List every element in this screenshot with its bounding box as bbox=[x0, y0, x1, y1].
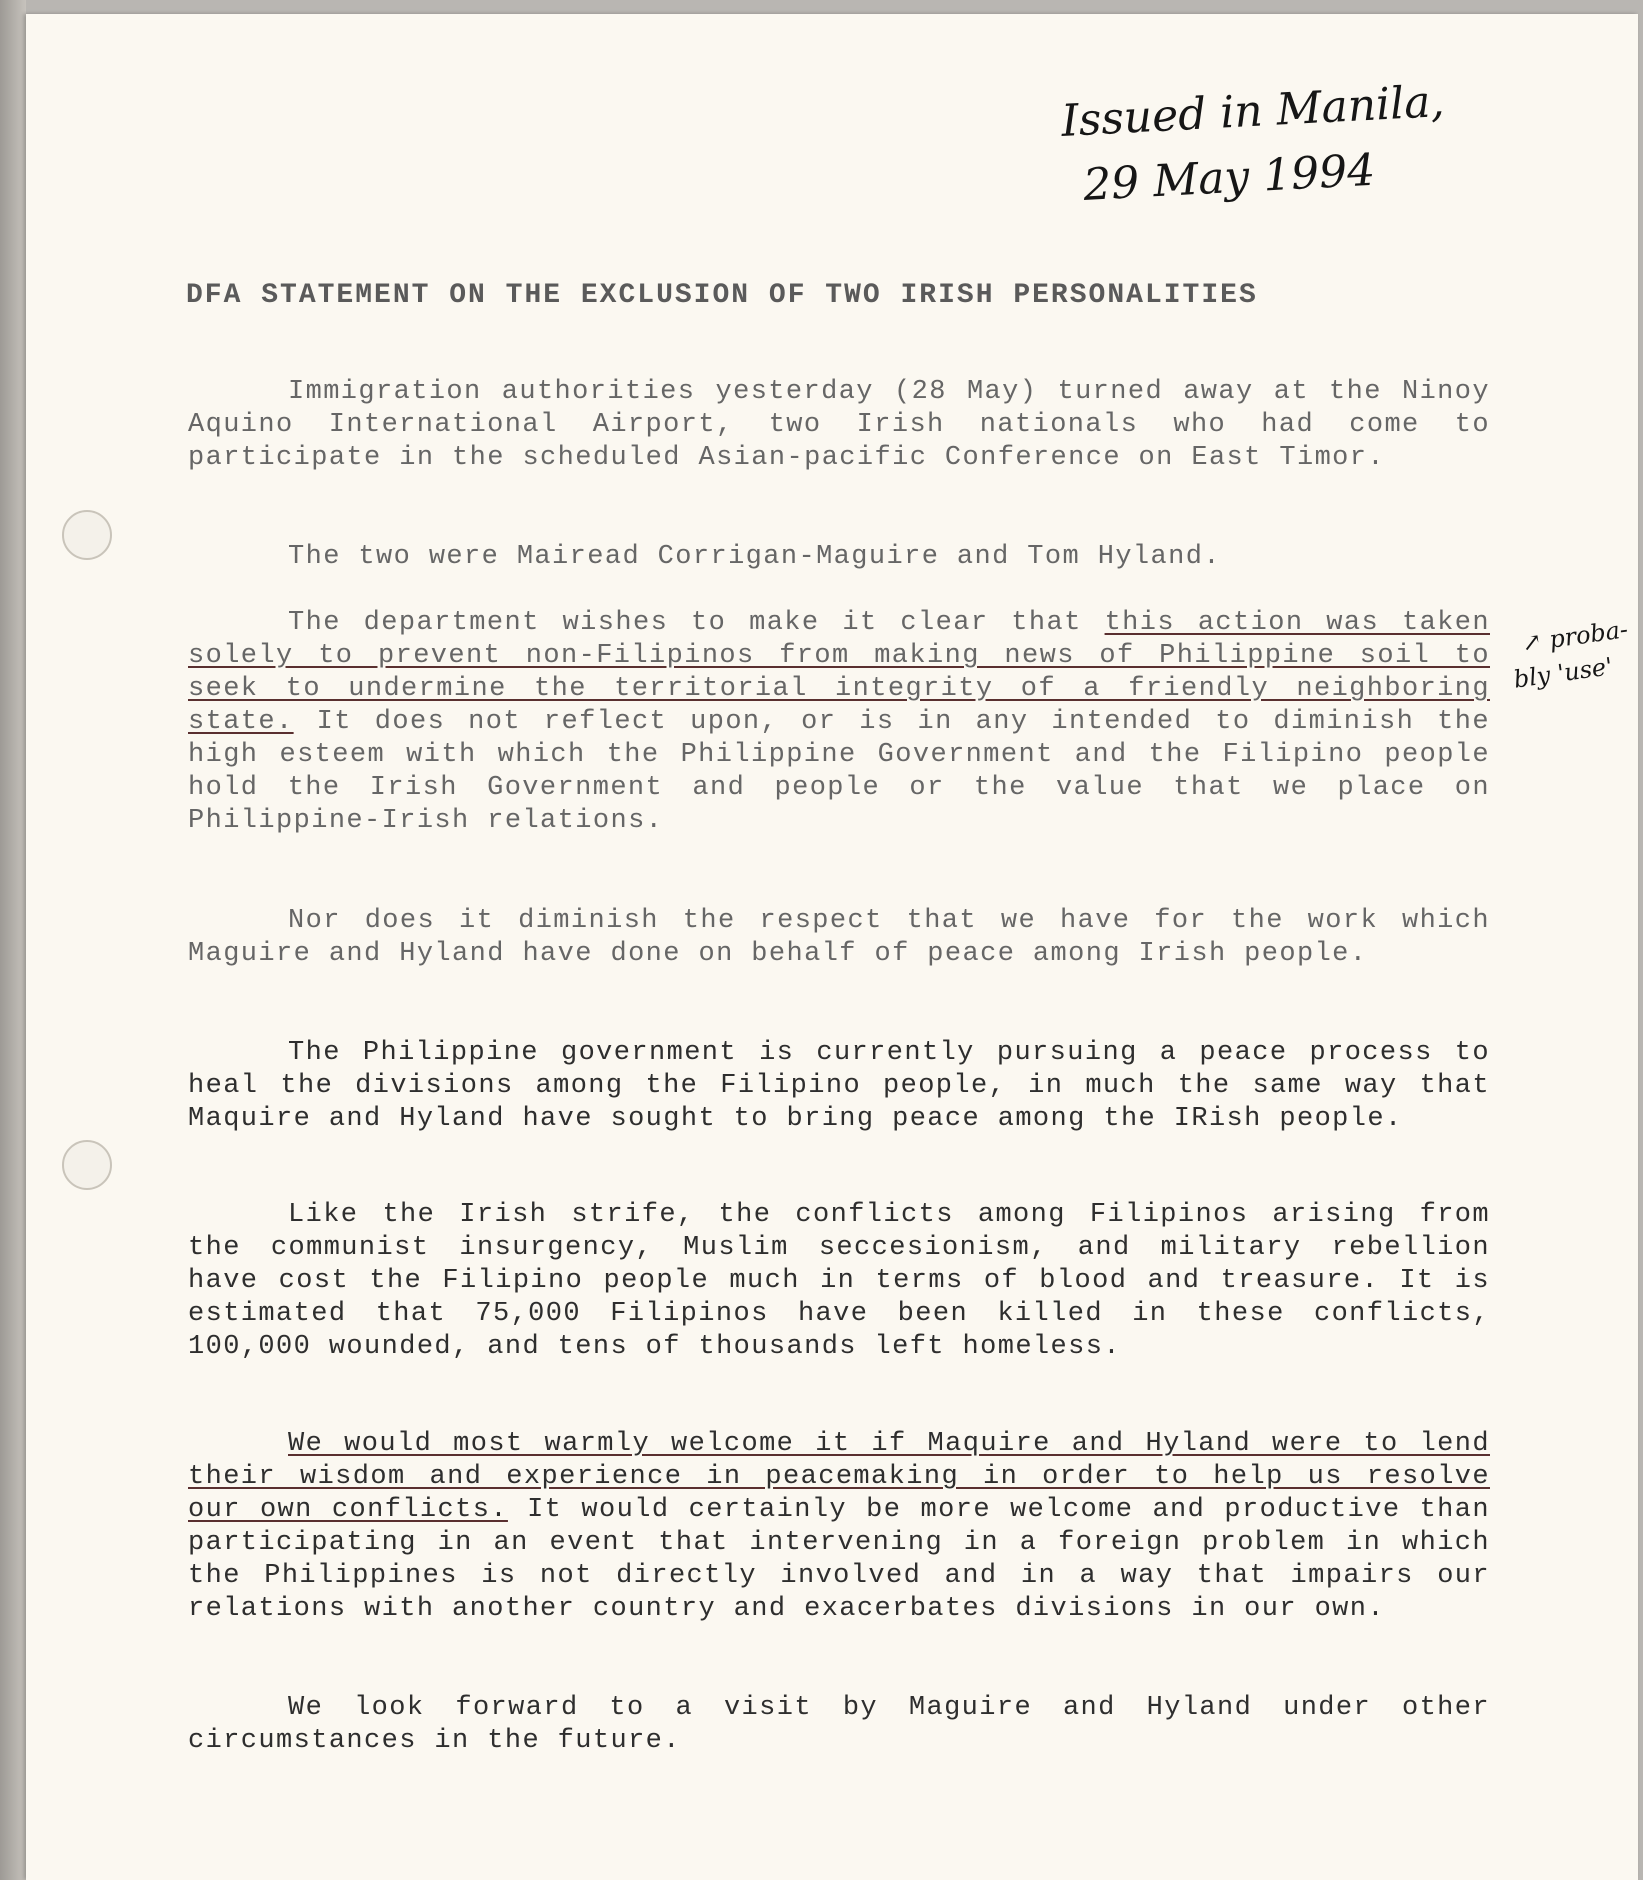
paragraph-text: Immigration authorities yesterday (28 May) turned away at the Ninoy Aquino International Airport, two Irish nationals who had come to participate in the scheduled Asian-pacific Conference on East Timor. bbox=[188, 377, 1490, 473]
punch-hole-lower bbox=[62, 1140, 112, 1190]
underlined-text: We would most warmly welcome it if Maquire and Hyland were to lend their wisdom and experience in peacemaking in order to help us resolve our own conflicts. bbox=[188, 1429, 1490, 1525]
paragraph-text: The Philippine government is currently pursuing a peace process to heal the divisions among the Filipino people, in much the same way that Maquire and Hyland have sought to bring peace among the IRish people. bbox=[188, 1038, 1490, 1134]
handwritten-issued-line1: Issued in Manila, bbox=[1060, 75, 1446, 147]
paragraph-text: We look forward to a visit by Maguire and Hyland under other circumstances in the future. bbox=[188, 1693, 1490, 1756]
statement-title: DFA STATEMENT ON THE EXCLUSION OF TWO IRISH PERSONALITIES bbox=[186, 280, 1258, 311]
underlined-text: this action was taken solely to prevent non-Filipinos from making news of Philippine soil to seek to undermine the territorial integrity of a friendly neighboring state. bbox=[188, 608, 1490, 737]
paragraph-text: Like the Irish strife, the conflicts among Filipinos arising from the communist insurgency, Muslim seccesionism, and military rebellion have cost the Filipino people much in terms of blood and treasure. It is estimated that 75,000 Filipinos have been killed in these conflicts, 100,000 wounded, and tens of thousands left homeless. bbox=[188, 1200, 1490, 1362]
paragraph-text: It does not reflect upon, or is in any intended to diminish the high esteem with which the Philippine Government and the Filipino people hold the Irish Government and people or the value that we place on Philippine-Irish relations. bbox=[188, 707, 1490, 836]
paragraph-text: The department wishes to make it clear that bbox=[288, 608, 1105, 638]
paragraph-text: It would certainly be more welcome and productive than participating in an event that intervening in a foreign problem in which the Philippines is not directly involved and in a way that impairs our relations with another country and exacerbates divisions in our own. bbox=[188, 1495, 1490, 1624]
paragraph-immigration bbox=[188, 376, 1490, 475]
handwritten-margin-note-line1: ↗ proba- bbox=[1520, 615, 1630, 658]
paragraph-names bbox=[188, 541, 1490, 574]
paragraph-welcome bbox=[188, 1428, 1490, 1626]
paragraph-future-visit bbox=[188, 1692, 1490, 1758]
paragraph-peace-process bbox=[188, 1037, 1490, 1136]
paragraph-conflicts bbox=[188, 1199, 1490, 1364]
punch-hole-upper bbox=[62, 510, 112, 560]
handwritten-issued-line2: 29 May 1994 bbox=[1082, 144, 1377, 211]
paragraph-text: Nor does it diminish the respect that we have for the work which Maguire and Hyland have done on behalf of peace among Irish people. bbox=[188, 906, 1490, 969]
paragraph-department-position bbox=[188, 607, 1490, 838]
paragraph-text: The two were Mairead Corrigan-Maguire and Tom Hyland. bbox=[288, 542, 1221, 572]
handwritten-margin-note-line2: bly 'use' bbox=[1512, 652, 1615, 694]
scan-left-edge bbox=[0, 0, 26, 1880]
paragraph-respect bbox=[188, 905, 1490, 971]
